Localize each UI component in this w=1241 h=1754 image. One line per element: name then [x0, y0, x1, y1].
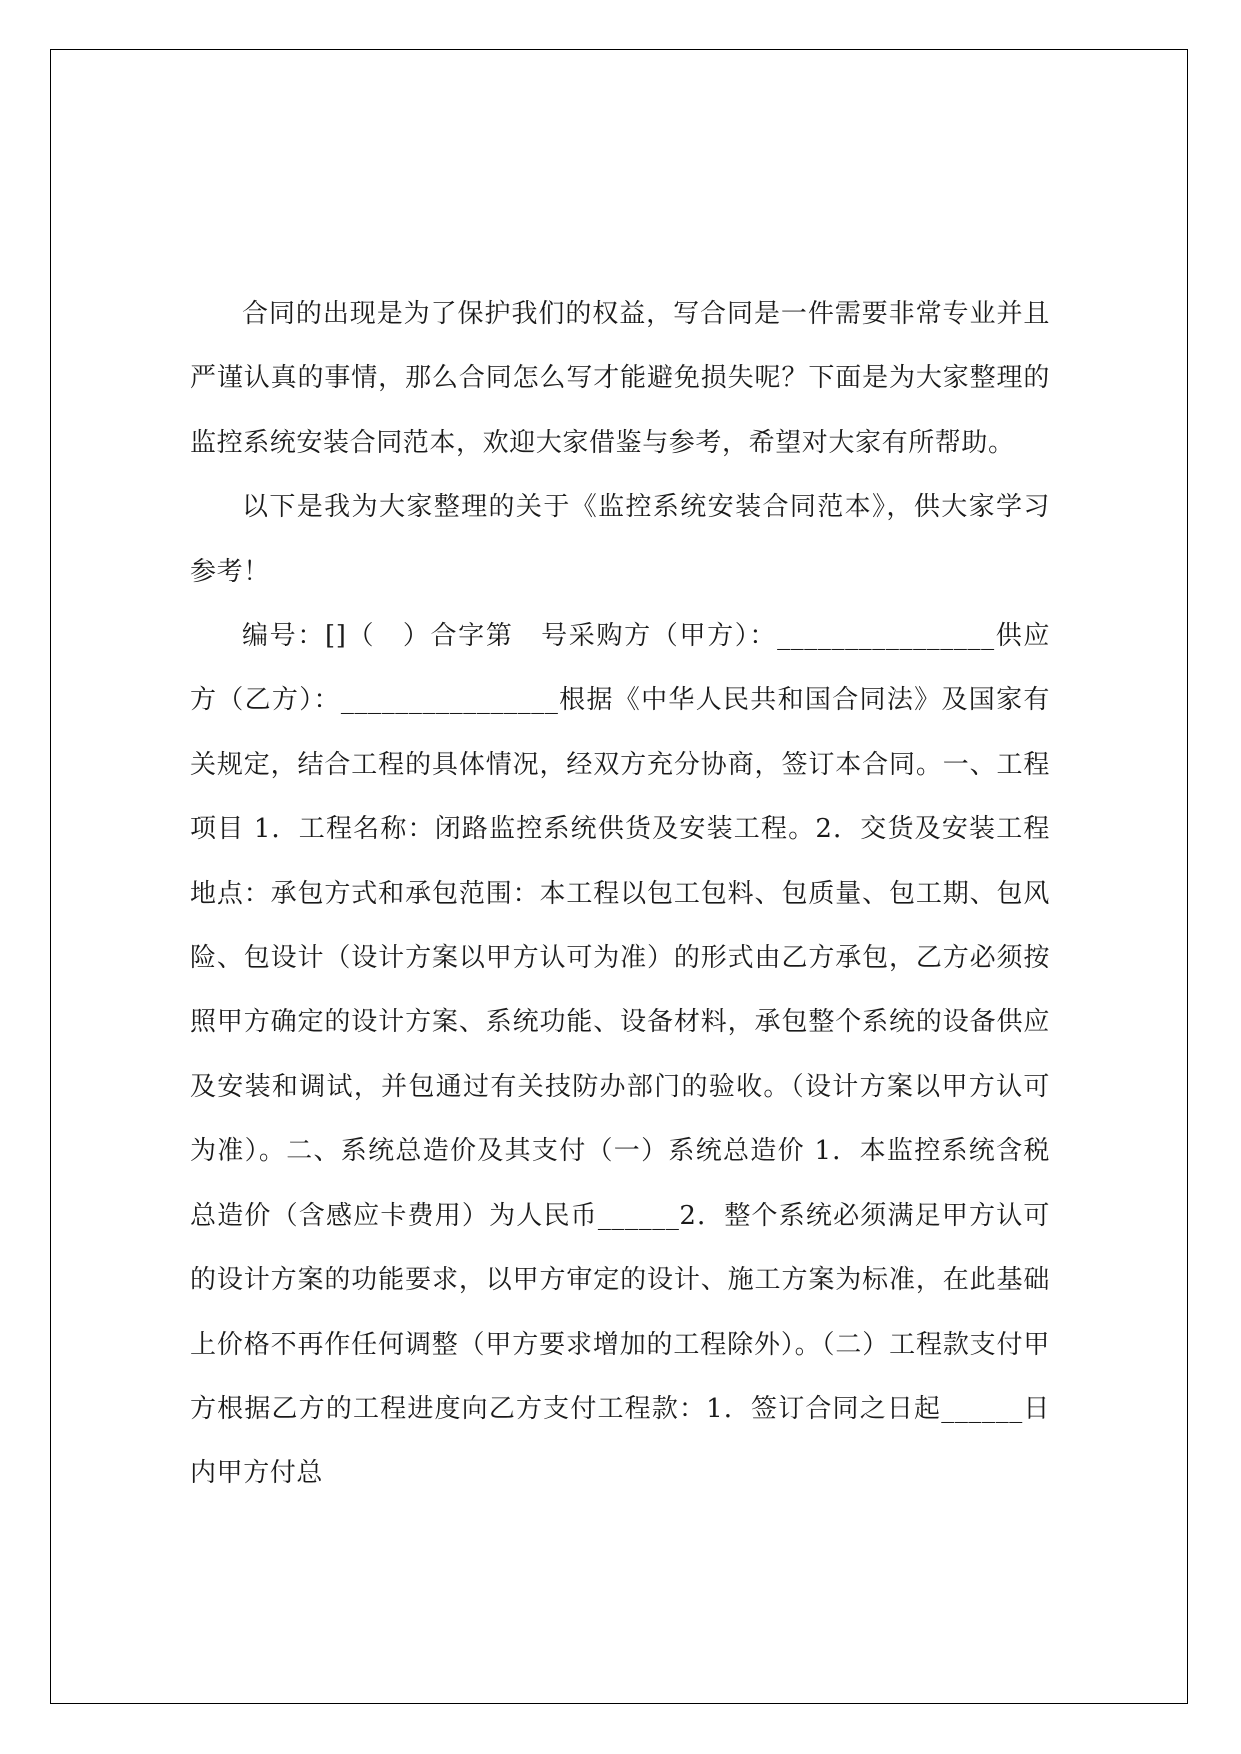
reference-paragraph: 以下是我为大家整理的关于《监控系统安装合同范本》，供大家学习参考！ [190, 492, 1050, 587]
intro-paragraph: 合同的出现是为了保护我们的权益，写合同是一件需要非常专业并且严谨认真的事情，那么合同怎么写才能避免损失呢？下面是为大家整理的监控系统安装合同范本，欢迎大家借鉴与参考，希望对大家有所帮助。 [190, 299, 1050, 458]
document-body [190, 282, 1050, 1506]
contract-paragraph: 编号：[]（ ）合字第 号采购方（甲方）：________________供应方（乙方）：________________根据《中华人民共和国合同法》及国家有关规定，结合工程的具体情况，经双方充分协商，签订本合同。一、工程项目 1．工程名称：闭路监控系统供货及安装工程。2．交货及安装工程地点：承包方式和承包范围：本工程以包工包料、包质量、包工期、包风险、包设计（设计方案以甲方认可为准）的形式由乙方承包，乙方必须按照甲方确定的设计方案、系统功能、设备材料，承包整个系统的设备供应及安装和调试，并包通过有关技防办部门的验收。（设计方案以甲方认可为准）。二、系统总造价及其支付（一）系统总造价 1．本监控系统含税总造价（含感应卡费用）为人民币______2．整个系统必须满足甲方认可的设计方案的功能要求，以甲方审定的设计、施工方案为标准，在此基础上价格不再作任何调整（甲方要求增加的工程除外）。（二）工程款支付甲方根据乙方的工程进度向乙方支付工程款：1．签订合同之日起______日内甲方付总 [190, 621, 1050, 1489]
